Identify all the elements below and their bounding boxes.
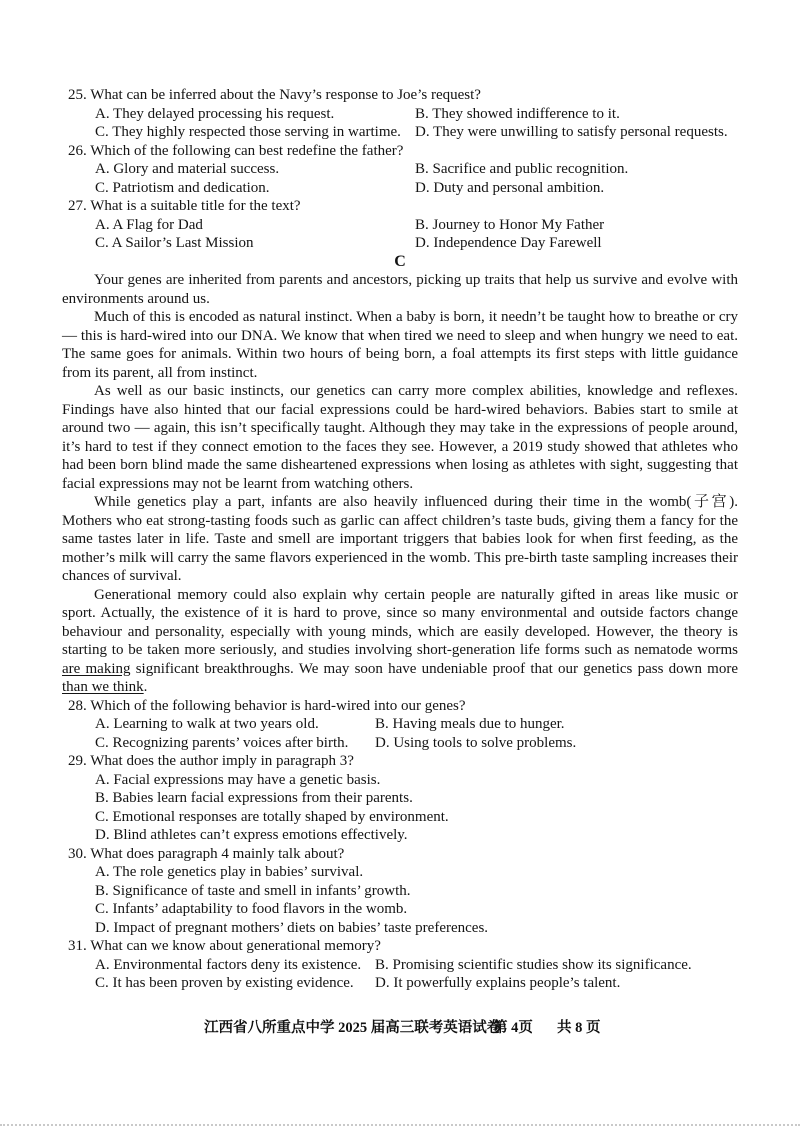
option-A: A. They delayed processing his request. [95,105,335,122]
question-27 [62,197,738,253]
option-C: C. Emotional responses are totally shaped by environment. [95,808,449,825]
questions-28-31 [62,697,738,993]
option-D: D. Using tools to solve problems. [375,734,577,751]
option-A: A. A Flag for Dad [95,216,203,233]
section-c-heading: C [394,252,406,270]
option-D: D. It powerfully explains people’s talent. [375,975,621,991]
option-D: D. Duty and personal ambition. [415,179,605,196]
option-B: B. Babies learn facial expressions from their parents. [95,790,413,806]
questions-25-27 [62,86,738,253]
question-stem: 30. What does paragraph 4 mainly talk about? [68,845,345,862]
option-B: B. They showed indifference to it. [415,105,620,122]
option-row [95,216,738,235]
question-stem: 29. What does the author imply in paragraph 3? [68,753,354,769]
question-26 [62,142,738,198]
question-stem: 28. Which of the following behavior is hard-wired into our genes? [68,697,466,714]
option-row [95,105,738,124]
footer-total-pages: 共 8 页 [557,1020,601,1036]
footer-page-number: 第 4页 [493,1020,533,1036]
option-C: C. Patriotism and dedication. [95,179,270,196]
passage-paragraph: While genetics play a part, infants are also heavily influenced during their time in the womb(子宫). Mothers who eat strong-tasting foods such as garlic can affect children’s taste buds, giving them a fancy for the same tastes later in life. Taste and smell are important triggers that babies look for when first feeding, as the mother’s milk will carry the same flavors experienced in the womb. This pre-birth taste sampling increases their chances of survival. [62,494,738,584]
question-31 [62,937,738,993]
option-B: B. Sacrifice and public recognition. [415,161,629,177]
option-C: C. Infants’ adaptability to food flavors in the womb. [95,901,408,917]
passage-paragraph: Your genes are inherited from parents and ancestors, picking up traits that help us survive and evolve with environments around us. [62,272,738,307]
option-A: A. Environmental factors deny its existence. [95,956,362,973]
option-A: A. Glory and material success. [95,161,280,177]
question-stem: 25. What can be inferred about the Navy’s response to Joe’s request? [68,87,481,103]
question-28 [62,697,738,753]
question-stem: 27. What is a suitable title for the text? [68,198,301,214]
option-D: D. Blind athletes can’t express emotions effectively. [95,827,408,843]
option-C: C. A Sailor’s Last Mission [95,235,254,251]
option-B: B. Having meals due to hunger. [375,716,565,732]
option-A: A. Learning to walk at two years old. [95,716,319,732]
dotted-cut-line [0,1124,800,1126]
option-D: D. Independence Day Farewell [415,235,602,251]
question-stem: 31. What can we know about generational memory? [68,938,381,954]
option-D: D. Impact of pregnant mothers’ diets on babies’ taste preferences. [95,919,489,936]
footer-exam-title: 江西省八所重点中学 2025 届高三联考英语试卷 [204,1020,502,1036]
reading-passage-c [62,271,738,697]
option-B: B. Journey to Honor My Father [415,216,605,233]
passage-paragraph: Much of this is encoded as natural instinct. When a baby is born, it needn’t be taught how to breathe or cry — this is hard-wired into our DNA. We know that when tired we need to sleep and when hungry we need to eat. The same goes for animals. Within two hours of being born, a foal attempts its first steps with little guidance from its parent, all from instinct. [62,309,738,381]
option-row [95,160,738,179]
question-30 [62,845,738,938]
option-C: C. Recognizing parents’ voices after birth. [95,734,349,751]
option-C: C. They highly respected those serving in wartime. [95,124,401,140]
option-row [95,734,738,753]
option-row [95,974,738,993]
option-A: A. The role genetics play in babies’ survival. [95,864,364,880]
passage-paragraph: As well as our basic instincts, our genetics can carry more complex abilities, knowledge and reflexes. Findings have also hinted that our facial expressions could be hard-wired behaviors. Babies start to smile at around two — again, this isn’t specifically taught. Although they may take in the expressions of people around, it’s hard to test if they connect emotion to the faces they see. However, a 2019 study showed that athletes who had been born blind made the same disheartened expressions when losing as athletes with sight, suggesting that facial expressions may not be learnt from watching others. [62,383,738,492]
option-A: A. Facial expressions may have a genetic basis. [95,771,381,788]
passage-paragraph: Generational memory could also explain why certain people are naturally gifted in areas like music or sport. Actually, the existence of it is hard to prove, since so many environmental and outside factors change behaviour and personality, especially with young minds, which are easily developed. However, the theory is starting to be taken more seriously, and studies involving short-generation life forms such as nematode worms are making significant breakthroughs. We may soon have undeniable proof that our genetics pass down more than we think. [62,586,738,695]
option-row [95,179,738,198]
question-29 [62,752,738,845]
option-row [95,234,738,253]
option-row [95,123,738,142]
page-footer [0,1016,800,1036]
page-content [62,86,738,993]
option-B: B. Significance of taste and smell in infants’ growth. [95,882,411,899]
option-C: C. It has been proven by existing evidence. [95,975,354,991]
option-B: B. Promising scientific studies show its significance. [375,956,692,973]
option-row [95,715,738,734]
option-D: D. They were unwilling to satisfy personal requests. [415,124,728,140]
question-stem: 26. Which of the following can best redefine the father? [68,142,404,159]
question-25 [62,86,738,142]
option-row [95,956,738,975]
